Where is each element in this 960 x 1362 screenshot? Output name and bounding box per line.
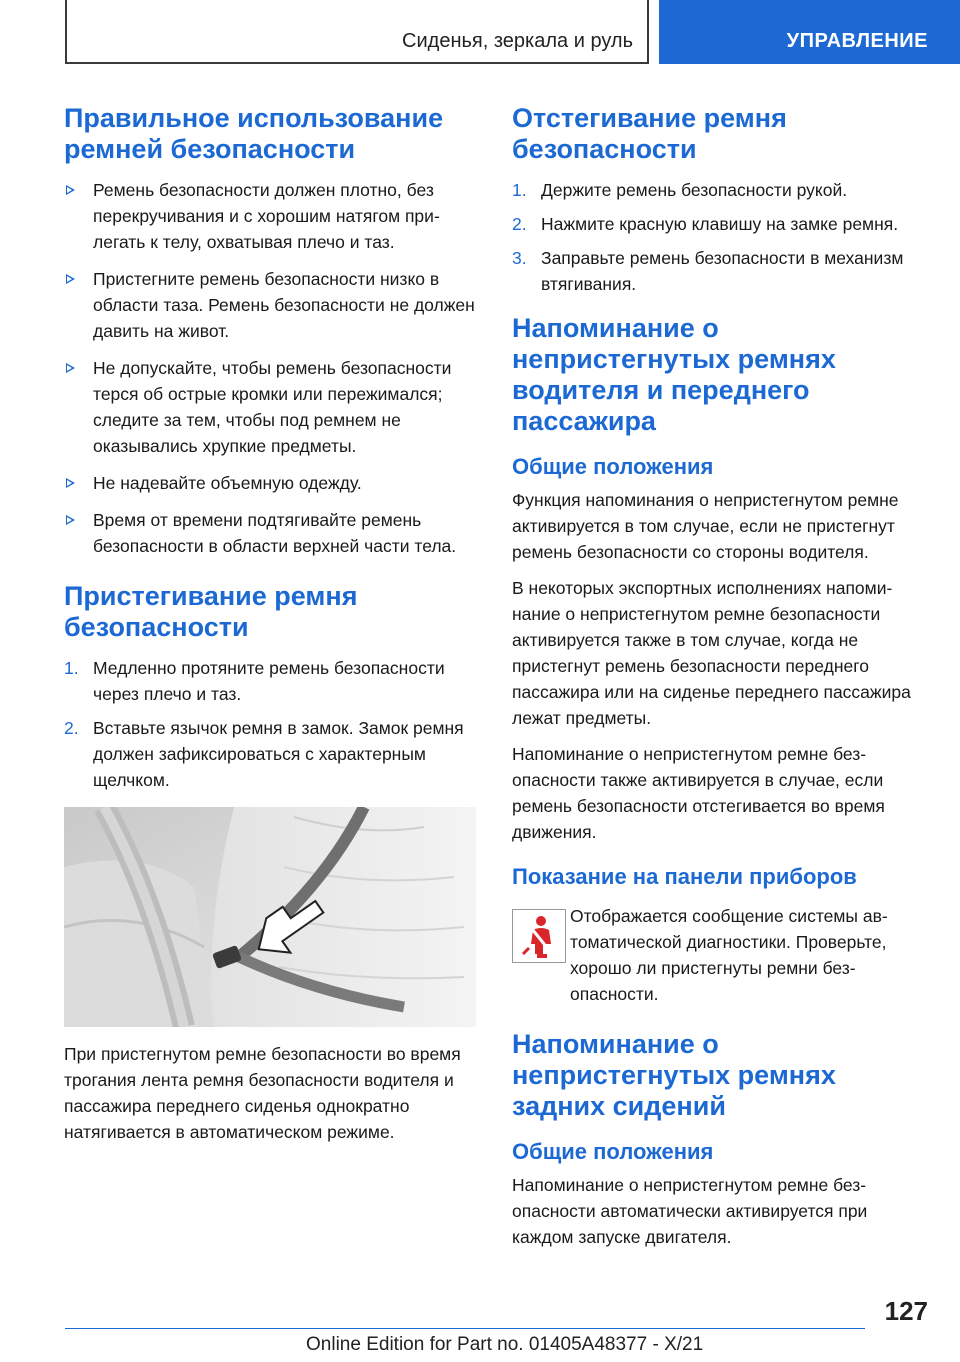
header-section-title: Сиденья, зеркала и руль <box>402 30 633 52</box>
paragraph-driver-reminder: Функция напоминания о непристегнутом ремне активируется в том случае, если не пристегнут ремень безопасности со стороны водителя. <box>512 490 899 562</box>
edition-note: Online Edition for Part no. 01405A48377 - X/21 <box>306 1334 704 1355</box>
footer-divider <box>65 1328 865 1329</box>
list-item: 3. Заправьте ремень безопасности в механизм втягивания. <box>512 248 904 294</box>
paragraph-rear-reminder: Напоминание о непристегнутом ремне безопасности автоматически активируется при каждом запуске двигателя. <box>512 1175 868 1247</box>
paragraph-unfasten-while-driving: Напоминание о непристегнутом ремне безопасности также активируется в случае, если ремень безопасности отстегивается во время движения. <box>512 744 885 842</box>
header-chapter-tab <box>659 0 960 64</box>
right-column <box>512 103 928 1260</box>
list-item: Не допускайте, чтобы ремень безопасности терся об острые кромки или пережимался; следите за тем, чтобы под ремнем не оказывались хрупкие предметы. <box>64 355 476 459</box>
bullet-triangle-icon <box>66 478 75 488</box>
heading-front-reminder: Напоминание о непристегнутых ремнях водителя и переднего пассажира <box>512 313 836 436</box>
paragraph-check-belts: Отображается сообщение системы автоматической диагностики. Проверьте, хорошо ли пристегнуты ремни безопасности. <box>570 906 888 1004</box>
list-item: 1. Держите ремень безопасности рукой. <box>512 180 848 200</box>
bullet-triangle-icon <box>66 185 75 195</box>
left-column <box>64 103 476 1155</box>
instrument-note <box>512 903 928 1007</box>
page-number: 127 <box>884 1296 928 1326</box>
correct-use-list <box>64 177 476 559</box>
unfasten-steps <box>512 177 928 297</box>
bullet-triangle-icon <box>66 363 75 373</box>
heading-fasten-belt: Пристегивание ремня безопасности <box>64 581 358 642</box>
list-item: 2. Нажмите красную клавишу на замке ремня. <box>512 214 899 234</box>
auto-tension-caption: При пристегнутом ремне безопасности во время трогания лента ремня безопасности водителя и пассажира переднего сиденья однократно натягивается в автоматическом режиме. <box>64 1044 461 1142</box>
list-item: Пристегните ремень безопасности низко в области таза. Ремень безопасности не должен давить на живот. <box>64 266 476 344</box>
paragraph-export-reminder: В некоторых экспортных исполнениях напоминание о непристегнутом ремне безопасности активируется также в том случае, когда не пристегнут ремень безопасности переднего пассажира или на сиденье переднего пассажира лежат предметы. <box>512 578 911 728</box>
bullet-triangle-icon <box>66 274 75 284</box>
seatbelt-warning-icon <box>512 909 566 963</box>
heading-unfasten-belt: Отстегивание ремня безопасности <box>512 103 787 164</box>
heading-rear-reminder: Напоминание о непристегнутых ремнях задних сидений <box>512 1029 836 1121</box>
seatbelt-buckle-photo <box>64 807 476 1027</box>
subheading-general-front: Общие положения <box>512 454 714 479</box>
header-section-box <box>65 0 649 64</box>
list-item: Время от времени подтягивайте ремень безопасности в области верхней части тела. <box>64 507 476 559</box>
list-item: Не надевайте объемную одежду. <box>64 470 476 496</box>
subheading-instrument-display: Показание на панели приборов <box>512 864 857 889</box>
list-item: 2. Вставьте язычок ремня в замок. Замок ремня должен зафиксироваться с характерным щелчком. <box>64 718 464 790</box>
list-item: 1. Медленно протяните ремень безопасности через плечо и таз. <box>64 658 445 704</box>
heading-correct-use: Правильное использование ремней безопасности <box>64 103 444 164</box>
subheading-general-rear: Общие положения <box>512 1139 714 1164</box>
fasten-steps <box>64 655 476 793</box>
bullet-triangle-icon <box>66 515 75 525</box>
header-chapter-title: УПРАВЛЕНИЕ <box>786 30 928 52</box>
list-item: Ремень безопасности должен плотно, без перекручивания и с хорошим натягом прилегать к телу, охватывая плечо и таз. <box>64 177 476 255</box>
